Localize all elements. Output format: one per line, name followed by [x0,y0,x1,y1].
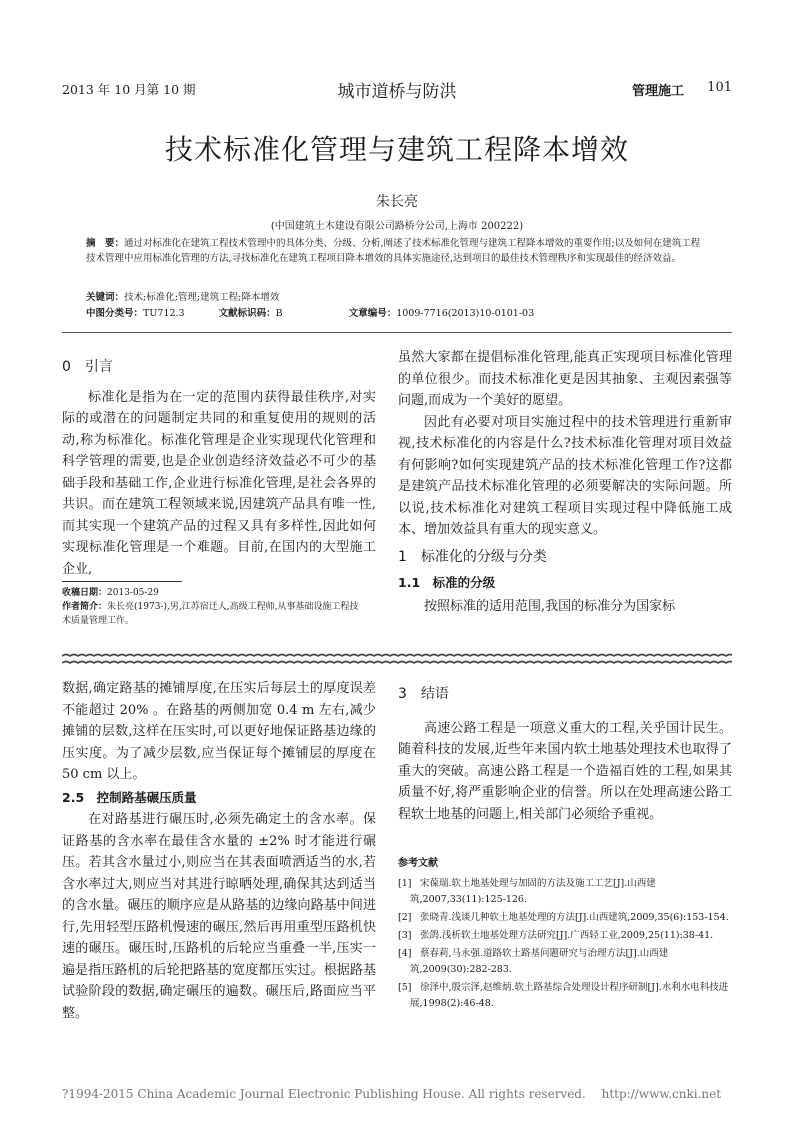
reference-item [398,876,732,908]
reference-item [398,910,732,926]
doc-code-label: 文献标识码： [218,308,276,319]
reference-number: [3] [398,930,412,941]
section-0-column [62,357,376,580]
intro-paragraph: 标准化是指为在一定的范围内获得最佳秩序,对实际的或潜在的问题制定共同的和重复使用的规则的活动,称为标准化。标准化管理是企业实现现代化管理和科学管理的需要,也是企业创造经济效益必不可少的基础手段和基础工作,企业进行标准化管理,是社会各界的共识。而在建筑工程领域来说,因建筑产品具有唯一性,而其实现一个建筑产品的过程又具有多样性,因此如何实现标准化管理是一个难题。目前,在国内的大型施工企业, [62,389,376,577]
reference-item [398,980,732,1012]
reference-number: [1] [398,878,412,889]
conclusion-paragraph: 高速公路工程是一项意义重大的工程,关乎国计民生。随着科技的发展,近些年来国内软土地基处理技术也取得了重大的突破。高速公路工程是一个造福百姓的工程,如果其质量不好,将严重影响企业的信誉。所以在处理高速公路工程软土地基的问题上,相关部门必须给予重视。 [398,720,732,822]
clc-label: 中图分类号： [86,308,144,319]
reference-item [398,928,732,944]
wave-line-top [62,655,732,657]
reference-text: 张鸽.浅析软土地基处理方法研究[J].广西轻工业,2009,25(11):38-41. [420,930,714,941]
reference-number: [4] [398,948,412,959]
page-break-wave [62,648,732,670]
reference-number: [5] [398,982,412,993]
classification-line [86,306,706,321]
journal-issue: 2013 年 10 月第 10 期 [62,82,196,97]
paragraph: 虽然大家都在提倡标准化管理,能真正实现项目标准化管理的单位很少。而技术标准化更是因其抽象、主观因素强等问题,而成为一个美好的愿望。 [398,350,732,408]
reference-text: 张晓青.浅谈几种软土地基处理的方法[J].山西建筑,2009,35(6):153-154. [420,912,729,923]
footnote-rule [62,581,182,582]
lower-left-column [62,678,376,1024]
keywords [86,290,706,305]
author-bio: 朱长亮(1973-),男,江苏宿迁人,高级工程师,从事基础设施工程技术质量管理工作。 [62,602,359,626]
article-number-label: 文章编号： [348,308,397,319]
copyright-footer: ?1994-2015 China Academic Journal Electronic Publishing House. All rights reserved. http://www.cnki.net [62,1087,722,1101]
section-label: 管理施工 [631,84,684,99]
article-title: 技术标准化管理与建筑工程降本增效 [164,133,629,166]
journal-name: 城市道桥与防洪 [337,82,457,102]
bio-label: 作者简介： [62,602,108,612]
references-title: 参考文献 [398,858,438,869]
section-3-heading: 3 结语 [398,686,449,702]
reference-item [398,946,732,978]
clc-value: TU712.3 [143,308,185,319]
paragraph: 数据,确定路基的摊铺厚度,在压实后每层土的厚度误差不能超过 20% 。在路基的两侧加宽 0.4 m 左右,减少摊铺的层数,这样在压实时,可以更好地保证路基边缘的压实度。为了减少层数,应当保证每个摊铺层的厚度在 50 cm 以上。 [62,681,376,782]
doc-code-value: B [275,308,283,319]
abstract-text: 通过对标准化在建筑工程技术管理中的具体分类、分级、分析,阐述了技术标准化管理与建筑工程降本增效的重要作用;以及如何在建筑工程技术管理中应用标准化管理的方法,寻找标准化在建筑工程项目降本增效的具体实施途径,达到项目的最佳技术管理秩序和实现最佳的经济效益。 [86,238,701,264]
abstract [86,236,706,266]
section-0-heading: 0 引言 [62,359,113,375]
reference-text: 蔡春莉,马永强.道路软土路基问题研究与治理方法[J].山西建筑,2009(30):282-283. [410,948,669,975]
section-1-1-heading: 1.1 标准的分级 [398,575,496,590]
reference-number: [2] [398,912,412,923]
wave-line-bottom [62,662,732,664]
section-2-5-heading: 2.5 控制路基碾压质量 [62,789,197,805]
footnote [62,586,362,628]
keywords-text: 技术;标准化;管理;建筑工程;降本增效 [124,292,280,303]
reference-text: 宋葆瑞.软土地基处理与加固的方法及施工工艺[J].山西建筑,2007,33(11):125-126. [410,878,656,905]
article-number-value: 1009-7716(2013)10-0101-03 [396,308,535,319]
upper-right-column [398,347,732,617]
lower-right-column [398,684,732,825]
paragraph: 按照标准的适用范围,我国的标准分为国家标 [424,598,676,614]
reference-list [398,876,732,1012]
reference-text: 徐泽中,殷宗泽,赵维炳.软土路基综合处理设计程序研制[J].水利水电科技进展,1998(2):46-48. [410,982,729,1009]
abstract-label: 摘 要： [86,238,125,249]
page-number: 101 [707,80,732,95]
author: 朱长亮 [376,194,418,210]
keywords-label: 关键词： [86,292,125,303]
affiliation: (中国建筑土木建设有限公司路桥分公司,上海市 200222) [270,221,524,232]
section-1-heading: 1 标准化的分级与分类 [398,548,547,565]
paragraph: 因此有必要对项目实施过程中的技术管理进行重新审视,技术标准化的内容是什么?技术标准化管理对项目效益有何影响?如何实现建筑产品的技术标准化管理工作?这都是建筑产品技术标准化管理的必须要解决的实际问题。所以说,技术标准化对建筑工程项目实现过程中降低施工成本、增加效益具有重大的现实意义。 [398,414,732,537]
header-rule [62,332,732,333]
received-label: 收稿日期： [62,588,108,598]
references [398,856,732,1014]
received-date: 2013-05-29 [107,588,159,598]
paragraph: 在对路基进行碾压时,必须先确定土的含水率。保证路基的含水率在最佳含水量的 ±2% 时才能进行碾压。若其含水量过小,则应当在其表面喷洒适当的水,若含水率过大,则应当对其进行晾晒处理,确保其达到适当的含水量。碾压的顺序应是从路基的边缘向路基中间进行,先用轻型压路机慢速的碾压,然后再用重型压路机快速的碾压。碾压时,压路机的后轮应当重叠一半,压实一遍是指压路机的后轮把路基的宽度都压实过。根据路基试验阶段的数据,确定碾压的遍数。碾压后,路面应当平整。 [62,812,376,1021]
